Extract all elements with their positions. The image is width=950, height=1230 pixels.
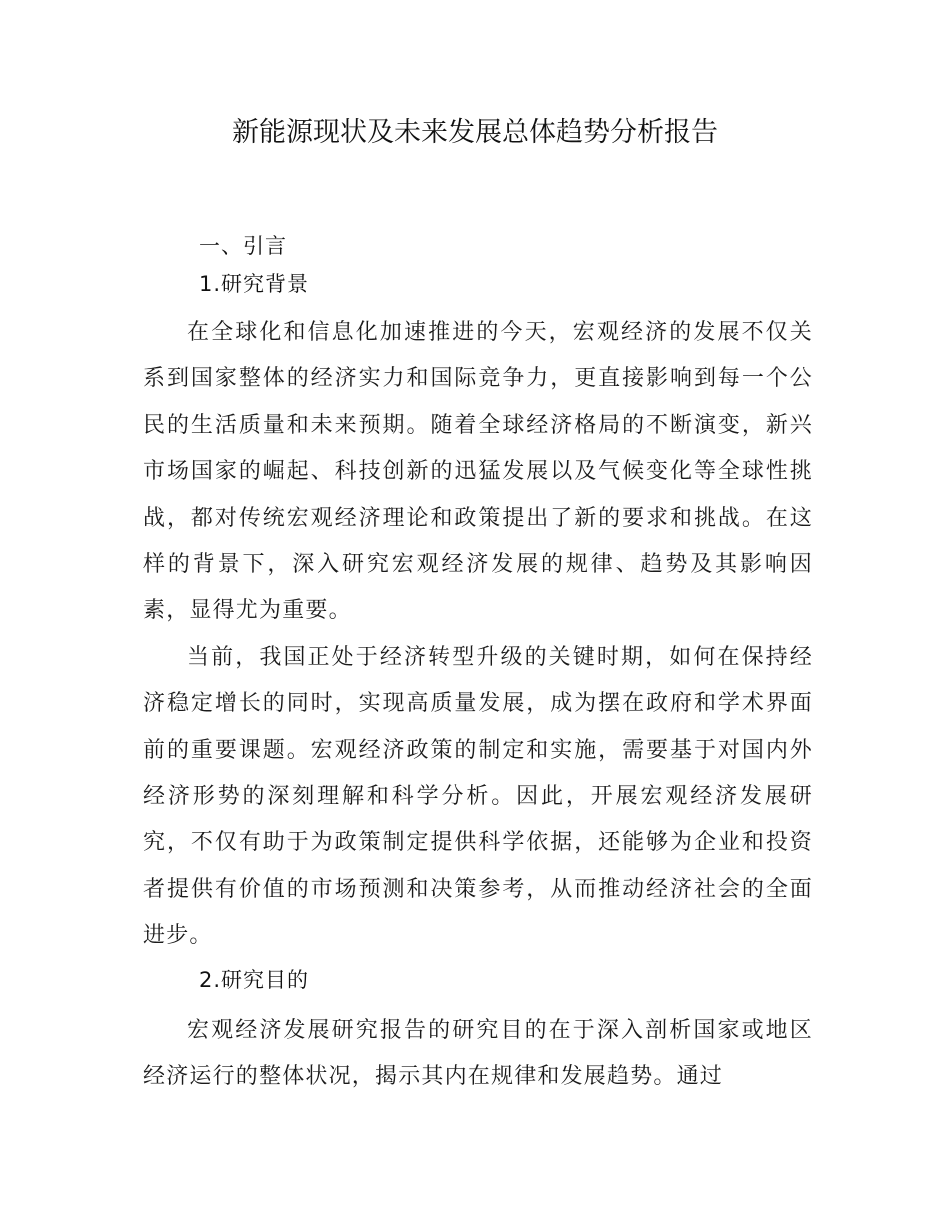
paragraph-purpose-1: 宏观经济发展研究报告的研究目的在于深入剖析国家或地区经济运行的整体状况，揭示其内在规律和发展趋势。通过 bbox=[143, 1017, 813, 1090]
document-title: 新能源现状及未来发展总体趋势分析报告 bbox=[232, 117, 718, 148]
paragraph-background-2: 当前，我国正处于经济转型升级的关键时期，如何在保持经济稳定增长的同时，实现高质量发展，成为摆在政府和学术界面前的重要课题。宏观经济政策的制定和实施，需要基于对国内外经济形势的深刻理解和科学分析。因此，开展宏观经济发展研究，不仅有助于为政策制定提供科学依据，还能够为企业和投资者提供有价值的市场预测和决策参考，从而推动经济社会的全面进步。 bbox=[143, 644, 813, 949]
section-heading-introduction: 一、引言 bbox=[199, 234, 287, 258]
subsection-heading-research-purpose: 2.研究目的 bbox=[199, 967, 310, 992]
document-body bbox=[143, 226, 813, 1101]
paragraph-background-1: 在全球化和信息化加速推进的今天，宏观经济的发展不仅关系到国家整体的经济实力和国际竞争力，更直接影响到每一个公民的生活质量和未来预期。随着全球经济格局的不断演变，新兴市场国家的崛起、科技创新的迅猛发展以及气候变化等全球性挑战，都对传统宏观经济理论和政策提出了新的要求和挑战。在这样的背景下，深入研究宏观经济发展的规律、趋势及其影响因素，显得尤为重要。 bbox=[143, 320, 813, 624]
subsection-heading-research-background: 1.研究背景 bbox=[199, 272, 310, 296]
